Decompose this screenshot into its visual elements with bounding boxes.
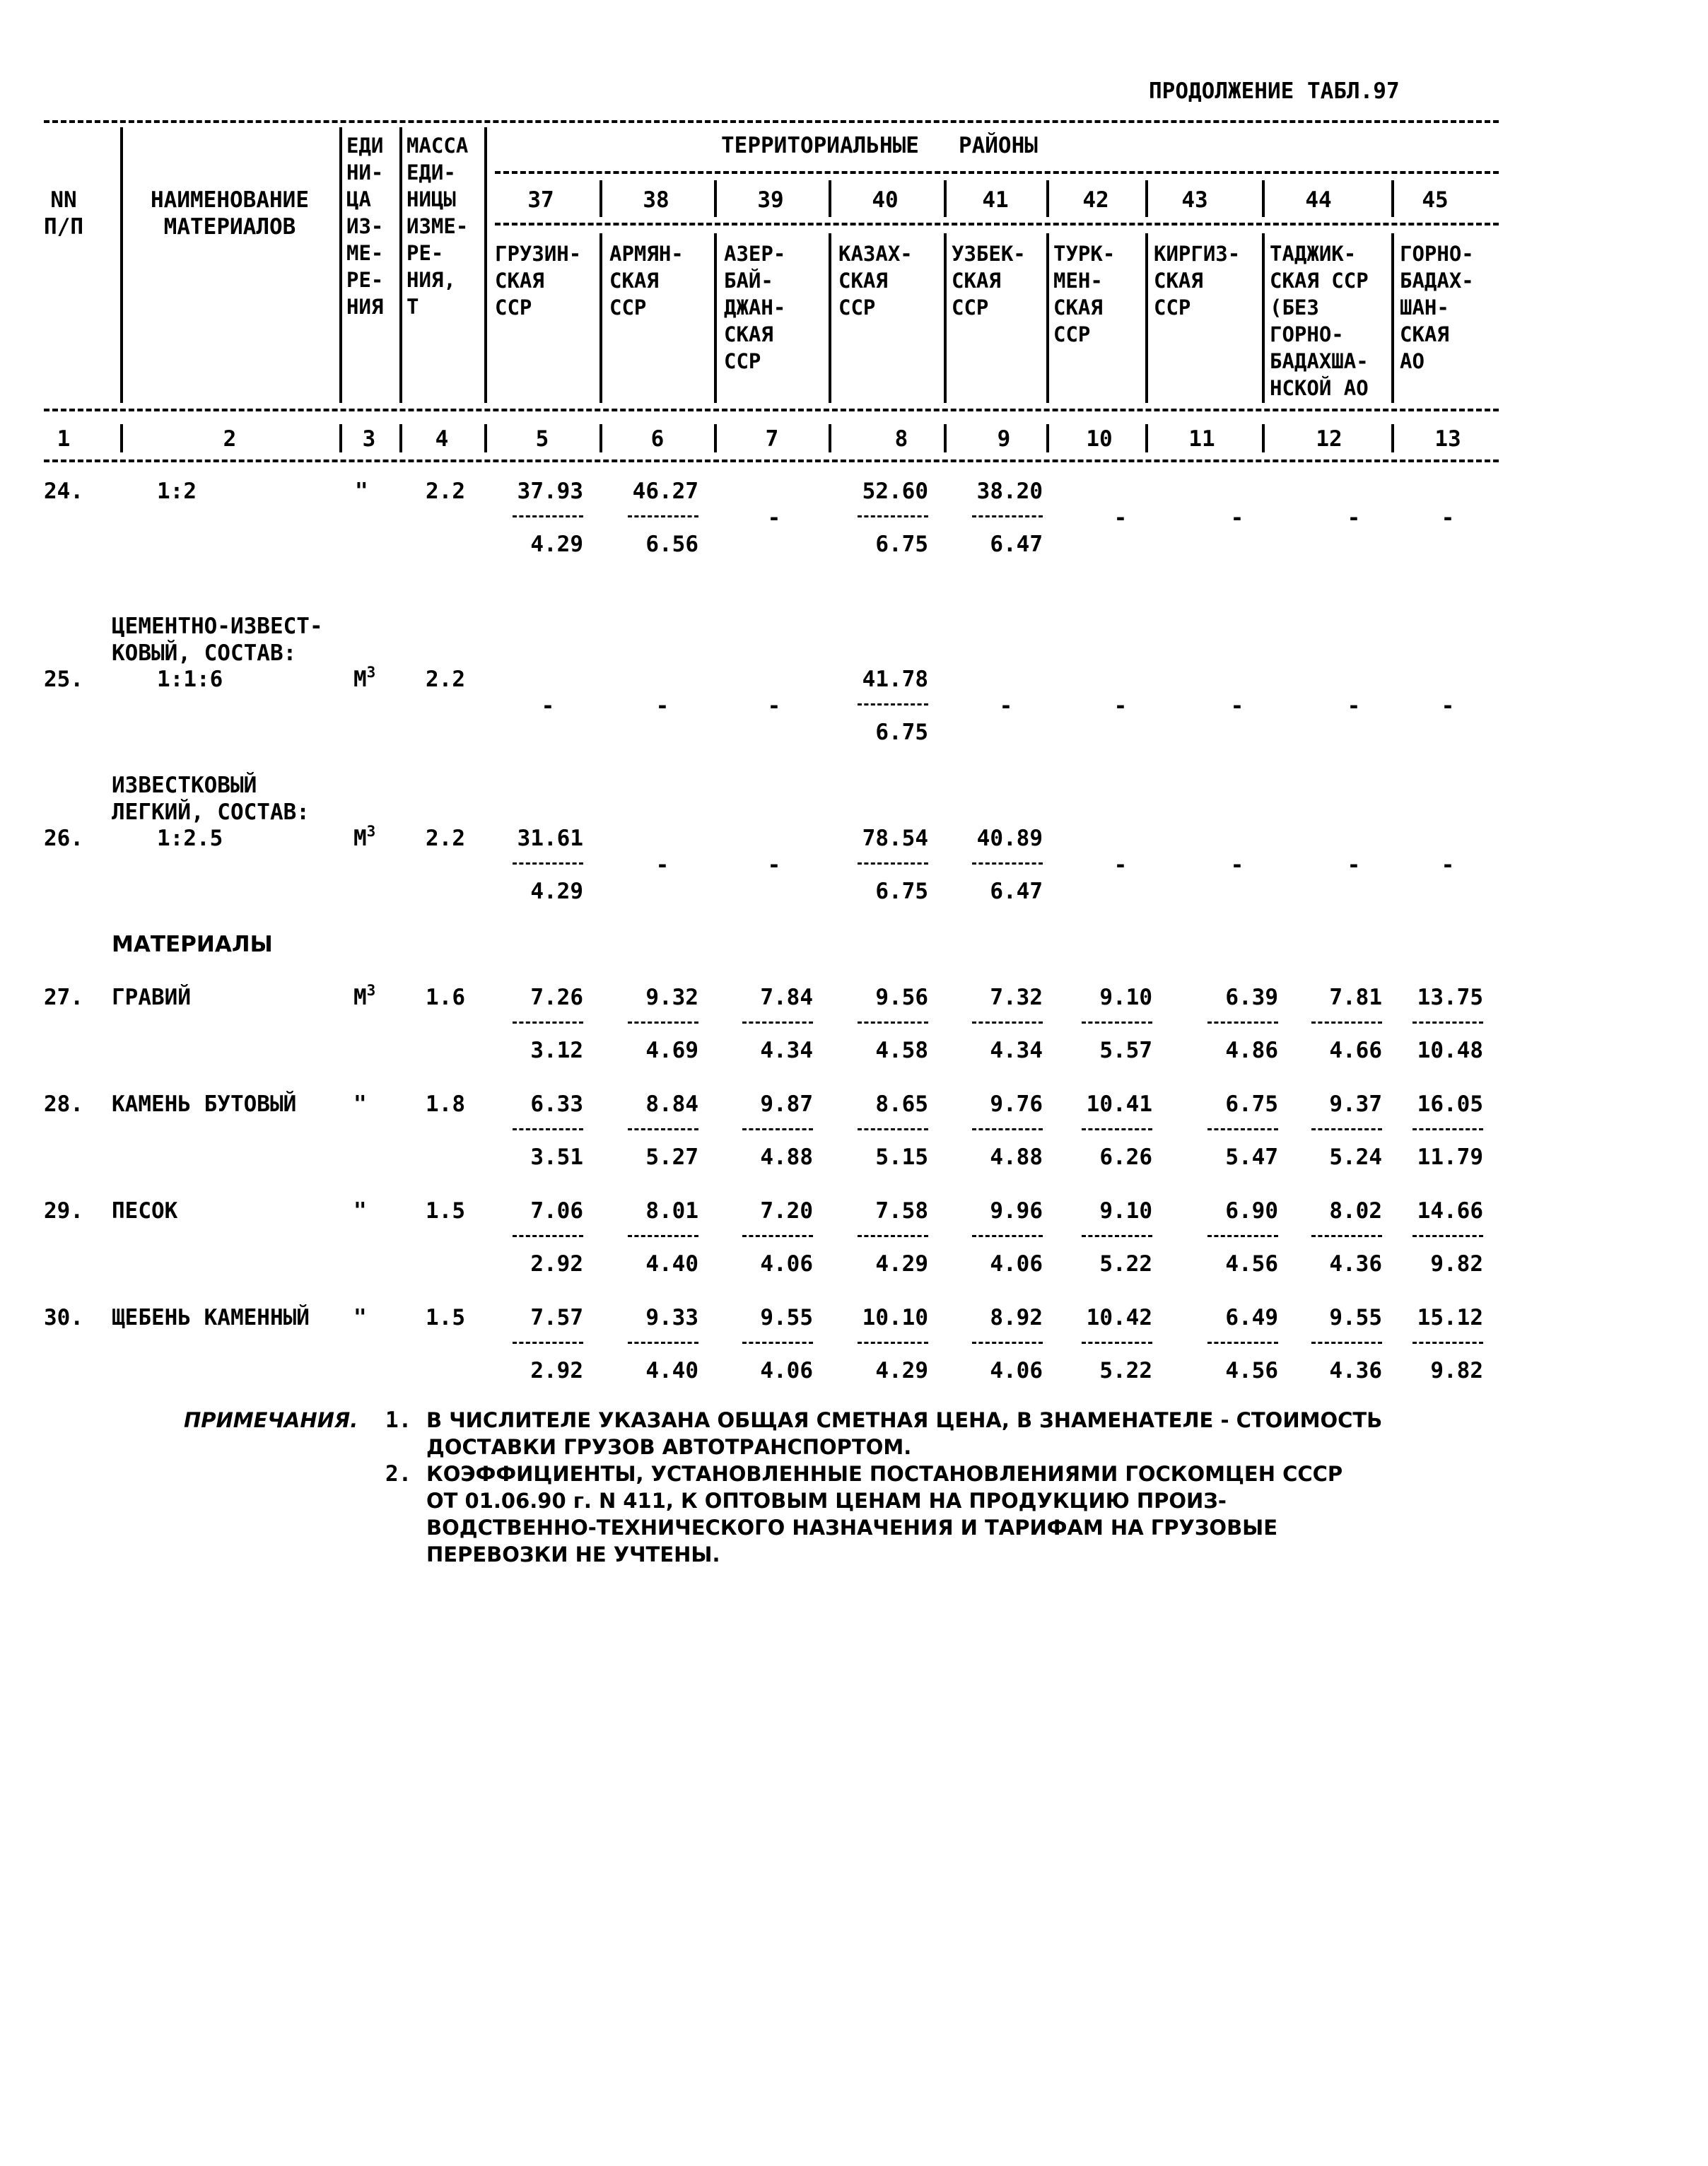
vbar <box>1145 180 1148 217</box>
vbar <box>339 424 342 452</box>
price-numerator: 6.75 <box>1225 1091 1278 1117</box>
row-number: 29. <box>44 1198 83 1224</box>
price-numerator: 9.10 <box>1099 985 1152 1010</box>
fraction-bar <box>513 515 583 517</box>
price-numerator: 7.58 <box>875 1198 928 1224</box>
fraction-bar <box>972 1235 1043 1237</box>
vbar <box>944 180 947 217</box>
price-denominator: 5.27 <box>645 1145 698 1170</box>
fraction-bar <box>858 1235 928 1237</box>
empty-value: - <box>767 853 781 878</box>
price-numerator: 6.39 <box>1225 985 1278 1010</box>
row-mass: 1.6 <box>426 985 465 1010</box>
vbar <box>120 127 123 403</box>
row-mass: 2.2 <box>426 667 465 692</box>
empty-value: - <box>1347 853 1361 878</box>
price-numerator: 8.02 <box>1329 1198 1382 1224</box>
fraction-bar <box>1082 1128 1152 1130</box>
price-denominator: 4.34 <box>990 1038 1043 1063</box>
vbar <box>1262 233 1265 403</box>
price-numerator: 9.10 <box>1099 1198 1152 1224</box>
fraction-bar <box>858 703 928 706</box>
price-denominator: 5.24 <box>1329 1145 1382 1170</box>
colnum: 13 <box>1434 426 1461 452</box>
price-denominator: 4.29 <box>530 879 583 904</box>
price-numerator: 9.96 <box>990 1198 1043 1224</box>
price-denominator: 11.79 <box>1417 1145 1483 1170</box>
row-unit <box>353 1304 367 1331</box>
fraction-bar <box>972 1128 1043 1130</box>
row-unit: " <box>355 479 368 504</box>
fraction-bar <box>513 1128 583 1130</box>
vbar <box>599 424 602 452</box>
vbar <box>944 424 947 452</box>
vbar <box>484 424 487 452</box>
rule-header-bottom <box>44 409 1499 411</box>
price-numerator: 9.56 <box>875 985 928 1010</box>
empty-value: - <box>655 853 669 878</box>
empty-value: - <box>1441 693 1455 719</box>
vbar <box>484 127 487 403</box>
price-numerator: 52.60 <box>862 479 928 504</box>
price-denominator: 5.22 <box>1099 1358 1152 1383</box>
fraction-bar <box>858 862 928 865</box>
colnum: 12 <box>1316 426 1343 452</box>
region-code: 45 <box>1422 187 1449 213</box>
fraction-bar <box>858 1128 928 1130</box>
price-numerator: 78.54 <box>862 826 928 851</box>
vbar <box>1391 180 1394 217</box>
colnum: 1 <box>57 426 71 452</box>
vbar <box>1046 424 1049 452</box>
region-name-42: ТУРК- МЕН- СКАЯ ССР <box>1053 242 1116 346</box>
row-unit <box>353 1198 367 1224</box>
price-numerator: 10.10 <box>862 1305 928 1330</box>
price-denominator: 4.06 <box>990 1251 1043 1277</box>
price-denominator: 4.58 <box>875 1038 928 1063</box>
fraction-bar <box>1412 1128 1483 1130</box>
row-unit-text: М <box>353 985 367 1010</box>
price-denominator: 2.92 <box>530 1358 583 1383</box>
row-name: 1:2.5 <box>157 826 223 851</box>
price-numerator: 15.12 <box>1417 1305 1483 1330</box>
price-denominator: 10.48 <box>1417 1038 1483 1063</box>
header-mass: МАССА ЕДИ- НИЦЫ ИЗМЕ- РЕ- НИЯ, Т <box>406 134 469 319</box>
price-numerator: 9.32 <box>645 985 698 1010</box>
row-unit-text: " <box>353 1305 367 1330</box>
region-code: 38 <box>643 187 669 213</box>
fraction-bar <box>628 1235 698 1237</box>
notes-label: ПРИМЕЧАНИЯ. <box>184 1408 358 1432</box>
price-numerator: 7.81 <box>1329 985 1382 1010</box>
header-unit: ЕДИ НИ- ЦА ИЗ- МЕ- РЕ- НИЯ <box>346 134 384 319</box>
price-numerator: 38.20 <box>976 479 1043 504</box>
price-denominator: 6.56 <box>645 532 698 557</box>
header-nn: NN П/П <box>44 187 83 240</box>
colnum: 4 <box>435 426 449 452</box>
fraction-bar <box>1311 1342 1382 1344</box>
vbar <box>1391 424 1394 452</box>
vbar <box>1046 180 1049 217</box>
price-numerator: 9.37 <box>1329 1091 1382 1117</box>
price-denominator: 5.22 <box>1099 1251 1152 1277</box>
row-unit-text: " <box>353 1198 367 1224</box>
price-numerator: 9.55 <box>1329 1305 1382 1330</box>
colnum: 11 <box>1188 426 1215 452</box>
colnum: 6 <box>650 426 665 452</box>
colnum: 3 <box>362 426 376 452</box>
fraction-bar <box>1311 1235 1382 1237</box>
row-mass: 2.2 <box>426 479 465 504</box>
fraction-bar <box>1207 1128 1278 1130</box>
fraction-bar <box>628 515 698 517</box>
price-numerator: 40.89 <box>976 826 1043 851</box>
note-1-text: В ЧИСЛИТЕЛЕ УКАЗАНА ОБЩАЯ СМЕТНАЯ ЦЕНА, В ЗНАМЕНАТЕЛЕ - СТОИМОСТЬ ДОСТАВКИ ГРУЗОВ АВТОТРАНСПОРТОМ. <box>426 1408 1383 1459</box>
row-name: ГРАВИЙ <box>112 985 191 1010</box>
empty-value: - <box>1441 853 1455 878</box>
price-denominator: 4.40 <box>645 1358 698 1383</box>
empty-value: - <box>1230 505 1244 531</box>
row-name-prefix: ЦЕМЕНТНО-ИЗВЕСТ- КОВЫЙ, СОСТАВ: <box>112 614 323 666</box>
colnum: 9 <box>997 426 1011 452</box>
price-denominator: 4.29 <box>875 1358 928 1383</box>
region-name-43: КИРГИЗ- СКАЯ ССР <box>1154 242 1241 320</box>
fraction-bar <box>513 1021 583 1024</box>
fraction-bar <box>1082 1342 1152 1344</box>
header-regions-title: ТЕРРИТОРИАЛЬНЫЕ РАЙОНЫ <box>721 133 1038 158</box>
empty-value: - <box>767 693 781 719</box>
vbar <box>714 180 717 217</box>
price-numerator: 46.27 <box>632 479 698 504</box>
row-number: 28. <box>44 1091 83 1117</box>
price-numerator: 8.01 <box>645 1198 698 1224</box>
rule-region-codes <box>495 223 1499 226</box>
empty-value: - <box>1347 505 1361 531</box>
price-denominator: 4.36 <box>1329 1251 1382 1277</box>
row-name-prefix: ИЗВЕСТКОВЫЙ ЛЕГКИЙ, СОСТАВ: <box>112 773 310 825</box>
region-code: 43 <box>1181 187 1208 213</box>
price-denominator: 6.75 <box>875 879 928 904</box>
row-name: 1:2 <box>157 479 197 504</box>
note-2-text: КОЭФФИЦИЕНТЫ, УСТАНОВЛЕННЫЕ ПОСТАНОВЛЕНИЯМИ ГОСКОМЦЕН СССР ОТ 01.06.90 г. N 411, К ОПТОВЫМ ЦЕНАМ НА ПРОДУКЦИЮ ПРОИЗ- ВОДСТВЕННО-ТЕХНИЧЕСКОГО НАЗНАЧЕНИЯ И ТАРИФАМ НА ГРУЗОВЫЕ ПЕРЕВОЗКИ НЕ УЧТЕНЫ. <box>426 1462 1343 1567</box>
price-numerator: 9.87 <box>760 1091 813 1117</box>
empty-value: - <box>1113 505 1128 531</box>
price-numerator: 7.84 <box>760 985 813 1010</box>
price-numerator: 7.32 <box>990 985 1043 1010</box>
price-numerator: 16.05 <box>1417 1091 1483 1117</box>
fraction-bar <box>1082 1021 1152 1024</box>
continuation-title: ПРОДОЛЖЕНИЕ ТАБЛ.97 <box>1149 78 1400 104</box>
price-numerator: 31.61 <box>517 826 583 851</box>
vbar <box>714 424 717 452</box>
row-number: 30. <box>44 1305 83 1330</box>
fraction-bar <box>1082 1235 1152 1237</box>
row-name: 1:1:6 <box>157 667 223 692</box>
region-name-41: УЗБЕК- СКАЯ ССР <box>952 242 1026 320</box>
fraction-bar <box>1311 1128 1382 1130</box>
vbar <box>339 127 342 403</box>
price-denominator: 4.88 <box>760 1145 813 1170</box>
vbar <box>1391 233 1394 403</box>
row-mass: 1.5 <box>426 1198 465 1224</box>
region-name-44: ТАДЖИК- СКАЯ ССР (БЕЗ ГОРНО- БАДАХША- НСКОЙ АО <box>1270 242 1369 400</box>
price-denominator: 4.86 <box>1225 1038 1278 1063</box>
price-denominator: 3.51 <box>530 1145 583 1170</box>
region-code: 37 <box>527 187 554 213</box>
price-numerator: 8.65 <box>875 1091 928 1117</box>
empty-value: - <box>1347 693 1361 719</box>
price-numerator: 8.84 <box>645 1091 698 1117</box>
row-unit-superscript: 3 <box>366 982 376 999</box>
empty-value: - <box>1230 853 1244 878</box>
fraction-bar <box>513 1235 583 1237</box>
fraction-bar <box>972 1342 1043 1344</box>
note-2-number: 2. <box>385 1461 412 1487</box>
fraction-bar <box>972 1021 1043 1024</box>
price-numerator: 10.42 <box>1086 1305 1152 1330</box>
fraction-bar <box>1412 1235 1483 1237</box>
vbar <box>599 233 602 403</box>
fraction-bar <box>513 1342 583 1344</box>
vbar <box>944 233 947 403</box>
price-denominator: 4.36 <box>1329 1358 1382 1383</box>
price-numerator: 9.55 <box>760 1305 813 1330</box>
fraction-bar <box>1207 1342 1278 1344</box>
row-name: ЩЕБЕНЬ КАМЕННЫЙ <box>112 1305 310 1330</box>
price-denominator: 9.82 <box>1430 1358 1483 1383</box>
colnum: 8 <box>894 426 908 452</box>
price-numerator: 37.93 <box>517 479 583 504</box>
price-numerator: 10.41 <box>1086 1091 1152 1117</box>
price-numerator: 13.75 <box>1417 985 1483 1010</box>
price-denominator: 5.47 <box>1225 1145 1278 1170</box>
price-numerator: 7.06 <box>530 1198 583 1224</box>
vbar <box>1145 424 1148 452</box>
rule-colnums-bottom <box>44 459 1499 462</box>
fraction-bar <box>858 515 928 517</box>
price-denominator: 5.15 <box>875 1145 928 1170</box>
empty-value: - <box>1441 505 1455 531</box>
price-numerator: 6.33 <box>530 1091 583 1117</box>
row-name: КАМЕНЬ БУТОВЫЙ <box>112 1091 297 1117</box>
empty-value: - <box>767 505 781 531</box>
row-number: 26. <box>44 826 83 851</box>
vbar <box>399 424 402 452</box>
fraction-bar <box>1412 1342 1483 1344</box>
region-name-39: АЗЕР- БАЙ- ДЖАН- СКАЯ ССР <box>724 242 786 373</box>
rule-regions-title <box>495 171 1499 174</box>
row-number: 24. <box>44 479 83 504</box>
price-numerator: 41.78 <box>862 667 928 692</box>
vbar <box>1046 233 1049 403</box>
empty-value: - <box>1113 693 1128 719</box>
price-numerator: 8.92 <box>990 1305 1043 1330</box>
colnum: 10 <box>1086 426 1113 452</box>
vbar <box>120 424 123 452</box>
price-numerator: 6.49 <box>1225 1305 1278 1330</box>
colnum: 2 <box>223 426 237 452</box>
region-name-37: ГРУЗИН- СКАЯ ССР <box>495 242 582 320</box>
fraction-bar <box>858 1021 928 1024</box>
fraction-bar <box>742 1128 813 1130</box>
row-unit: $М^3$ <box>353 664 376 692</box>
fraction-bar <box>1412 1021 1483 1024</box>
row-unit <box>353 1091 367 1118</box>
region-name-45: ГОРНО- БАДАХ- ШАН- СКАЯ АО <box>1400 242 1474 373</box>
price-numerator: 7.20 <box>760 1198 813 1224</box>
price-numerator: 7.57 <box>530 1305 583 1330</box>
fraction-bar <box>1207 1235 1278 1237</box>
vbar <box>1145 233 1148 403</box>
price-denominator: 4.88 <box>990 1145 1043 1170</box>
vbar <box>399 127 402 403</box>
row-mass: 2.2 <box>426 826 465 851</box>
fraction-bar <box>742 1021 813 1024</box>
region-code: 41 <box>982 187 1009 213</box>
vbar <box>1262 424 1265 452</box>
row-number: 25. <box>44 667 83 692</box>
vbar <box>599 180 602 217</box>
price-denominator: 4.06 <box>760 1358 813 1383</box>
section-heading: МАТЕРИАЛЫ <box>112 932 273 957</box>
price-denominator: 4.06 <box>990 1358 1043 1383</box>
price-denominator: 5.57 <box>1099 1038 1152 1063</box>
colnum: 7 <box>765 426 779 452</box>
price-denominator: 4.56 <box>1225 1358 1278 1383</box>
fraction-bar <box>742 1235 813 1237</box>
row-name: ПЕСОК <box>112 1198 178 1224</box>
price-denominator: 6.47 <box>990 879 1043 904</box>
fraction-bar <box>972 862 1043 865</box>
price-denominator: 6.75 <box>875 720 928 745</box>
row-mass: 1.5 <box>426 1305 465 1330</box>
row-unit-text: " <box>353 1091 367 1117</box>
region-code: 42 <box>1082 187 1109 213</box>
empty-value: - <box>999 693 1013 719</box>
empty-value: - <box>1113 853 1128 878</box>
region-code: 44 <box>1305 187 1332 213</box>
price-denominator: 4.56 <box>1225 1251 1278 1277</box>
fraction-bar <box>1311 1021 1382 1024</box>
fraction-bar <box>628 1342 698 1344</box>
price-numerator: 9.76 <box>990 1091 1043 1117</box>
empty-value: - <box>1230 693 1244 719</box>
region-name-40: КАЗАХ- СКАЯ ССР <box>838 242 913 320</box>
fraction-bar <box>742 1342 813 1344</box>
price-numerator: 9.33 <box>645 1305 698 1330</box>
price-denominator: 6.26 <box>1099 1145 1152 1170</box>
price-denominator: 4.66 <box>1329 1038 1382 1063</box>
price-numerator: 7.26 <box>530 985 583 1010</box>
price-denominator: 4.06 <box>760 1251 813 1277</box>
vbar <box>714 233 717 403</box>
fraction-bar <box>513 862 583 865</box>
rule-top <box>44 120 1499 123</box>
price-denominator: 3.12 <box>530 1038 583 1063</box>
vbar <box>1262 180 1265 217</box>
price-numerator: 14.66 <box>1417 1198 1483 1224</box>
price-denominator: 4.69 <box>645 1038 698 1063</box>
fraction-bar <box>628 1021 698 1024</box>
price-denominator: 6.47 <box>990 532 1043 557</box>
header-name: НАИМЕНОВАНИЕ МАТЕРИАЛОВ <box>151 187 309 240</box>
price-numerator: 6.90 <box>1225 1198 1278 1224</box>
price-denominator: 9.82 <box>1430 1251 1483 1277</box>
price-denominator: 4.40 <box>645 1251 698 1277</box>
region-name-38: АРМЯН- СКАЯ ССР <box>609 242 684 320</box>
price-denominator: 2.92 <box>530 1251 583 1277</box>
colnum: 5 <box>535 426 549 452</box>
price-denominator: 4.29 <box>875 1251 928 1277</box>
vbar <box>829 233 831 403</box>
fraction-bar <box>1207 1021 1278 1024</box>
region-code: 39 <box>757 187 784 213</box>
price-denominator: 6.75 <box>875 532 928 557</box>
fraction-bar <box>972 515 1043 517</box>
fraction-bar <box>858 1342 928 1344</box>
empty-value: - <box>541 693 555 719</box>
fraction-bar <box>628 1128 698 1130</box>
region-code: 40 <box>872 187 899 213</box>
vbar <box>829 180 831 217</box>
row-number: 27. <box>44 985 83 1010</box>
price-denominator: 4.29 <box>530 532 583 557</box>
row-mass: 1.8 <box>426 1091 465 1117</box>
row-unit <box>353 984 375 1011</box>
vbar <box>829 424 831 452</box>
empty-value: - <box>655 693 669 719</box>
price-denominator: 4.34 <box>760 1038 813 1063</box>
row-unit: $М^3$ <box>353 823 376 851</box>
note-1-number: 1. <box>385 1407 412 1433</box>
